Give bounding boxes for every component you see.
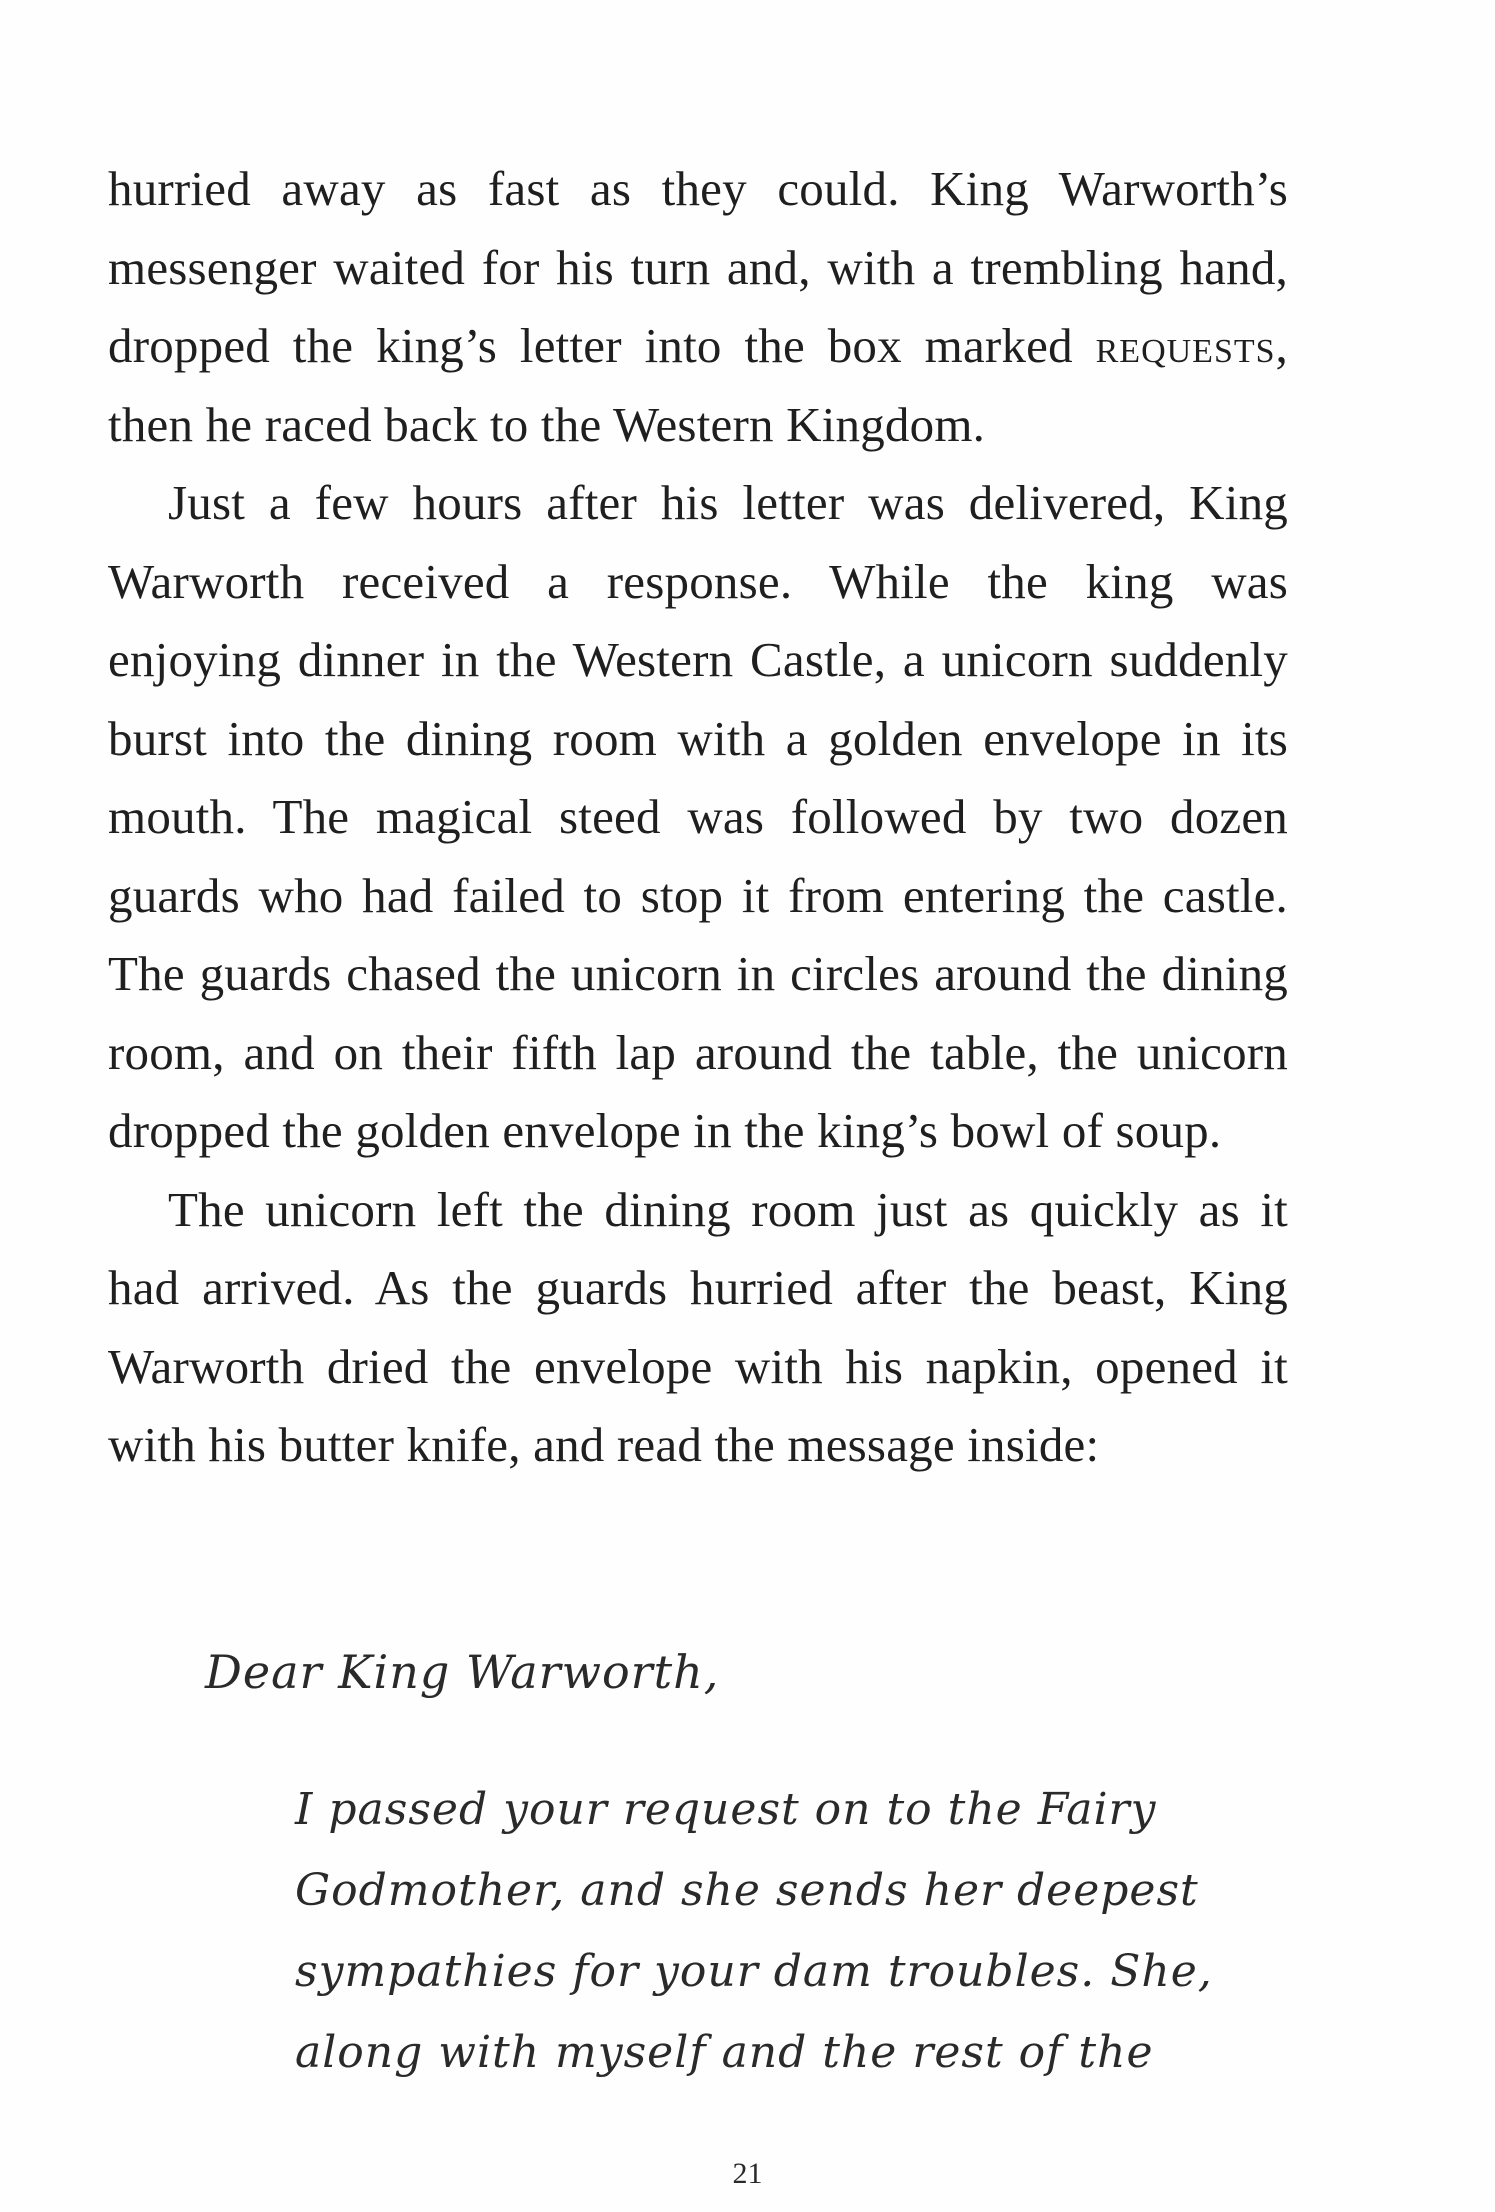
letter-body xyxy=(205,1769,1245,2093)
paragraph-text: hurried away as fast as they could. King Warworth’s messenger waited for his turn and, with a trembling hand, dropped the king’s letter into the box marked xyxy=(108,161,1288,373)
paragraph-text: , then he raced back to the Western Kingdom. xyxy=(108,318,1288,452)
small-caps-word: requests xyxy=(1095,318,1276,373)
letter-body-text: I passed your request on to the Fairy Godmother, and she sends her deepest sympathies for your dam troubles. She, along with myself and the rest of the xyxy=(295,1784,1213,2078)
letter-salutation: Dear King Warworth, xyxy=(205,1645,720,1699)
page-number: 21 xyxy=(732,2157,763,2190)
paragraph: Just a few hours after his letter was delivered, King Warworth received a response. While the king was enjoying dinner in the Western Castle, a unicorn suddenly burst into the dining room with a golden envelope in its mouth. The magical steed was followed by two dozen guards who had failed to stop it from entering the castle. The guards chased the unicorn in circles around the dining room, and on their fifth lap around the table, the unicorn dropped the golden envelope in the king’s bowl of soup. xyxy=(108,475,1288,1158)
body-text xyxy=(108,150,1288,1485)
handwritten-letter xyxy=(205,1645,1245,2093)
paragraph: The unicorn left the dining room just as quickly as it had arrived. As the guards hurried after the beast, King Warworth dried the envelope with his napkin, opened it with his butter knife, and read the message inside: xyxy=(108,1181,1288,1472)
paragraph xyxy=(108,150,1288,464)
